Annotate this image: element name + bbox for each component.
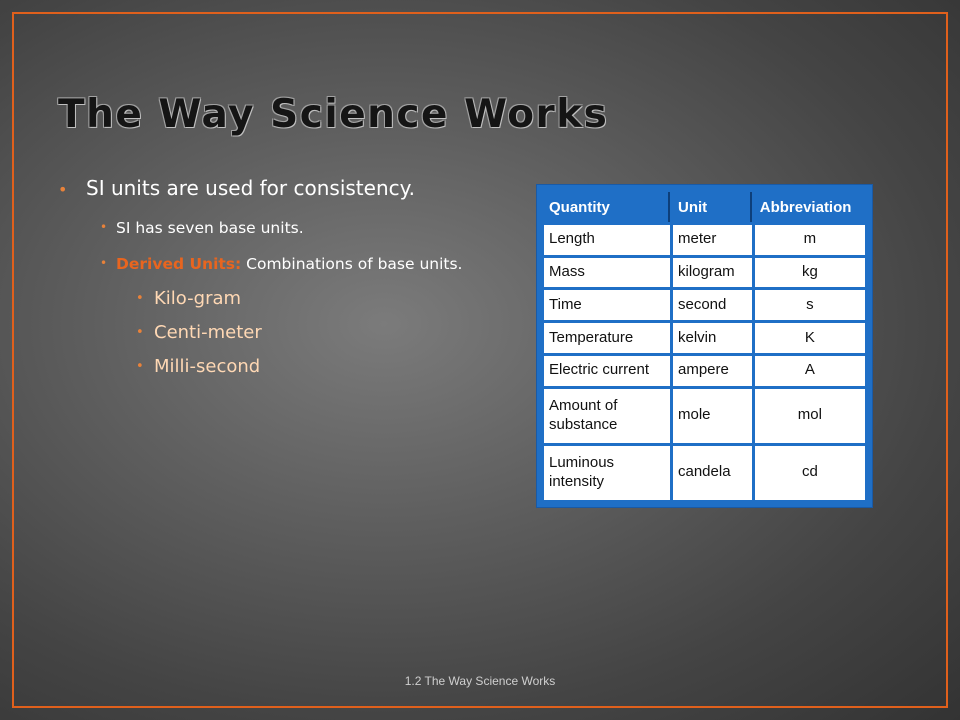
cell-abbreviation: s xyxy=(755,290,865,320)
bullet-dot-icon: • xyxy=(100,256,108,271)
header-unit: Unit xyxy=(673,192,752,222)
slide-title: The Way Science Works xyxy=(58,92,609,137)
header-quantity: Quantity xyxy=(544,192,670,222)
cell-abbreviation: mol xyxy=(755,389,865,443)
cell-unit: kilogram xyxy=(673,258,752,288)
bullet-text: SI units are used for consistency. xyxy=(86,176,415,200)
table-header-row xyxy=(544,192,865,222)
table-row xyxy=(544,258,865,288)
cell-quantity: Mass xyxy=(544,258,670,288)
cell-unit: kelvin xyxy=(673,323,752,353)
bullet-base-units xyxy=(58,216,523,240)
cell-abbreviation: m xyxy=(755,225,865,255)
cell-quantity: Electric current xyxy=(544,356,670,386)
bullet-dot-icon: • xyxy=(100,220,108,234)
cell-unit: ampere xyxy=(673,356,752,386)
bullet-text: Kilo-gram xyxy=(154,288,242,310)
si-units-table-container xyxy=(536,184,873,508)
header-abbreviation: Abbreviation xyxy=(755,192,865,222)
bullet-dot-icon: • xyxy=(136,291,144,307)
cell-quantity: Amount of substance xyxy=(544,389,670,443)
cell-abbreviation: K xyxy=(755,323,865,353)
cell-quantity: Temperature xyxy=(544,323,670,353)
cell-abbreviation: A xyxy=(755,356,865,386)
table-row xyxy=(544,356,865,386)
bullet-dot-icon: • xyxy=(136,359,144,375)
bullet-dot-icon: • xyxy=(136,325,144,341)
bullet-text: Centi-meter xyxy=(154,322,262,344)
cell-abbreviation: kg xyxy=(755,258,865,288)
bullet-example xyxy=(58,356,523,377)
cell-abbreviation: cd xyxy=(755,446,865,500)
table-row xyxy=(544,446,865,500)
table-row xyxy=(544,323,865,353)
bullet-text: Combinations of base units. xyxy=(241,255,463,274)
bullet-derived-units xyxy=(58,252,523,276)
bullet-example xyxy=(58,322,523,343)
cell-unit: meter xyxy=(673,225,752,255)
si-units-table xyxy=(541,189,868,503)
cell-unit: mole xyxy=(673,389,752,443)
bullet-dot-icon: • xyxy=(58,180,68,199)
slide-footer: 1.2 The Way Science Works xyxy=(404,674,556,688)
table-row xyxy=(544,389,865,443)
cell-unit: candela xyxy=(673,446,752,500)
bullet-si-units xyxy=(58,176,523,200)
bullet-list xyxy=(58,176,523,390)
cell-quantity: Time xyxy=(544,290,670,320)
table-row xyxy=(544,290,865,320)
bullet-text: SI has seven base units. xyxy=(116,219,304,237)
bullet-example xyxy=(58,288,523,309)
table-row xyxy=(544,225,865,255)
derived-units-label: Derived Units: xyxy=(116,255,242,274)
cell-unit: second xyxy=(673,290,752,320)
bullet-text: Milli-second xyxy=(154,356,261,378)
cell-quantity: Luminous intensity xyxy=(544,446,670,500)
cell-quantity: Length xyxy=(544,225,670,255)
